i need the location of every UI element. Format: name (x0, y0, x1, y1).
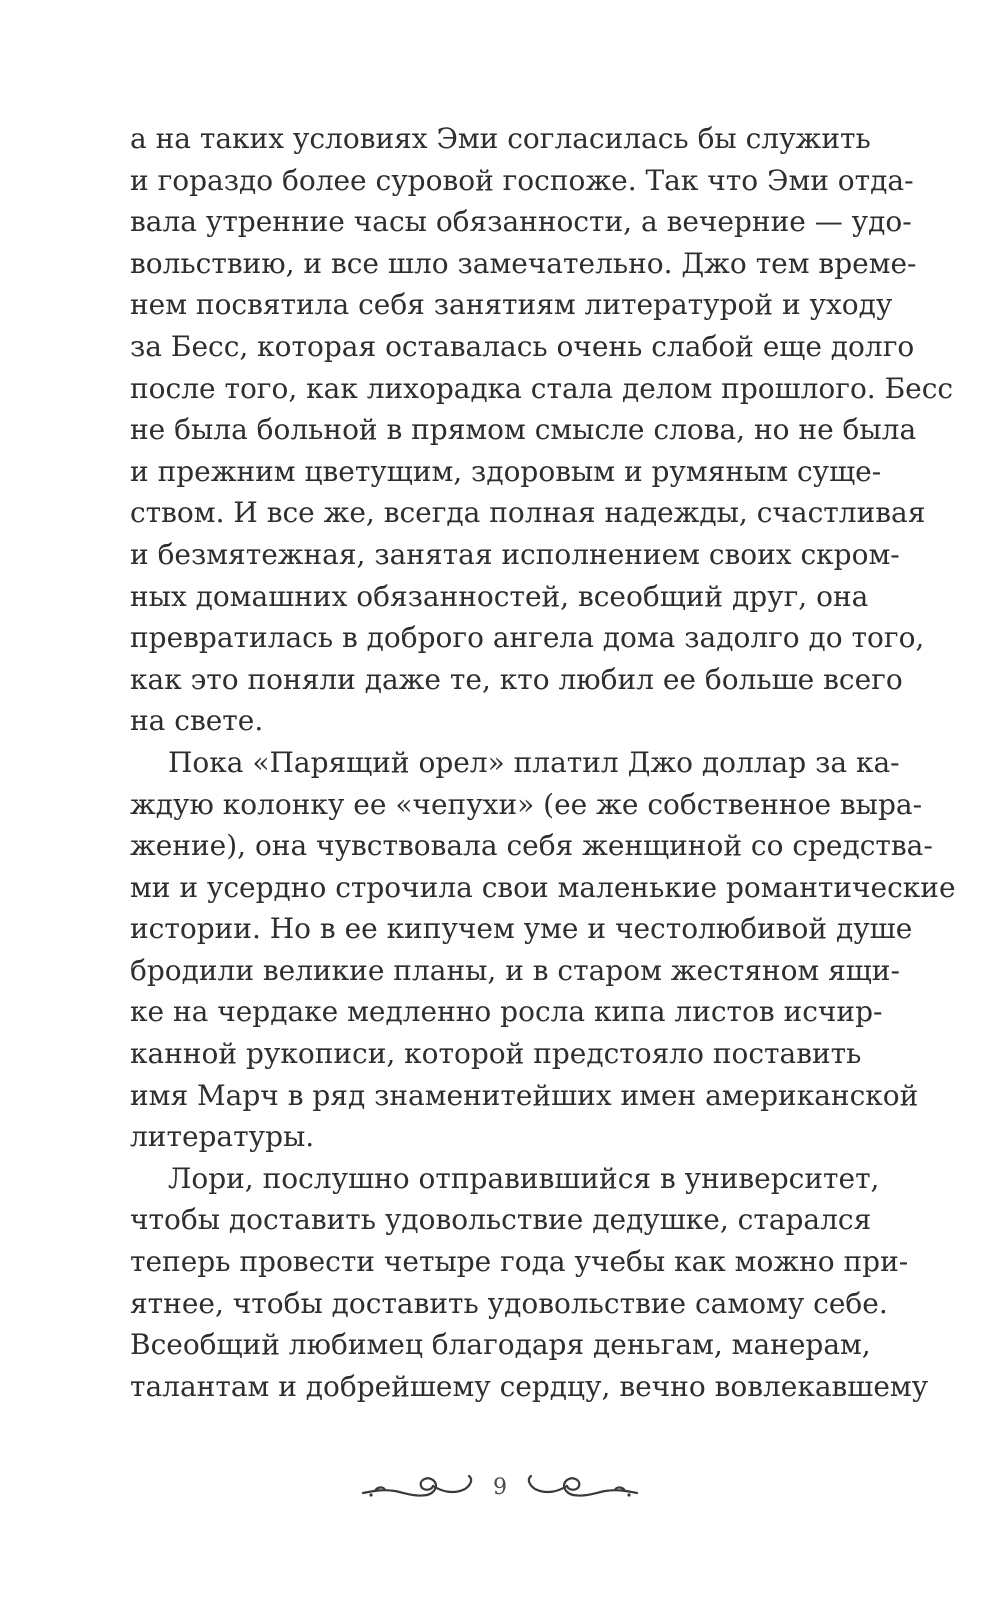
text-line: а на таких условиях Эми согласилась бы служить (130, 122, 871, 155)
text-line: ятнее, чтобы доставить удовольствие самому себе. (130, 1286, 888, 1320)
left-ornament-icon (361, 1471, 481, 1505)
text-line: и прежним цветущим, здоровым и румяным суще- (130, 454, 882, 488)
text-line: жение), она чувствовала себя женщиной со средства- (130, 829, 933, 863)
text-line: ми и усердно строчила свои маленькие романтические (130, 870, 956, 904)
text-line: чтобы доставить удовольствие дедушке, старался (130, 1203, 872, 1237)
text-line: канной рукописи, которой предстояло поставить (130, 1037, 862, 1071)
text-line: нем посвятила себя занятиям литературой и уходу (130, 288, 893, 322)
page-number: 9 (493, 1475, 507, 1500)
text-line: талантам и добрейшему сердцу, вечно вовлекавшему (130, 1369, 929, 1403)
text-line: истории. Но в ее кипучем уме и честолюбивой душе (130, 912, 913, 946)
text-line: литературы. (130, 1120, 315, 1154)
text-line: превратилась в доброго ангела дома задолго до того, (130, 621, 925, 655)
text-line: теперь провести четыре года учебы как можно при- (130, 1245, 909, 1279)
text-line: ждую колонку ее «чепухи» (ее же собственное выра- (130, 787, 923, 821)
text-line: ством. И все же, всегда полная надежды, счастливая (130, 496, 926, 530)
text-line: и гораздо более суровой госпоже. Так что Эми отда- (130, 163, 914, 197)
paragraph-start-line: Лори, послушно отправившийся в университет, (168, 1161, 880, 1195)
text-line: на свете. (130, 704, 264, 738)
page-footer (0, 1468, 1000, 1508)
text-line: Всеобщий любимец благодаря деньгам, манерам, (130, 1328, 871, 1362)
text-line: за Бесс, которая оставалась очень слабой еще долго (130, 329, 915, 363)
paragraph-start-line: Пока «Парящий орел» платил Джо доллар за ка- (168, 745, 900, 779)
text-line: не была больной в прямом смысле слова, но не была (130, 413, 917, 447)
text-line: вала утренние часы обязанности, а вечерние — удо- (130, 205, 912, 239)
text-line: бродили великие планы, и в старом жестяном ящи- (130, 953, 900, 987)
text-line: вольствию, и все шло замечательно. Джо тем време- (130, 246, 917, 280)
text-line: ке на чердаке медленно росла кипа листов исчир- (130, 995, 883, 1029)
text-line: как это поняли даже те, кто любил ее больше всего (130, 662, 903, 696)
text-line: и безмятежная, занятая исполнением своих скром- (130, 537, 900, 571)
page-body-text (130, 118, 990, 1407)
text-line: ных домашних обязанностей, всеобщий друг, она (130, 579, 869, 613)
text-line: после того, как лихорадка стала делом прошлого. Бесс (130, 371, 954, 405)
text-line: имя Марч в ряд знаменитейших имен американской (130, 1078, 919, 1112)
right-ornament-icon (519, 1471, 639, 1505)
